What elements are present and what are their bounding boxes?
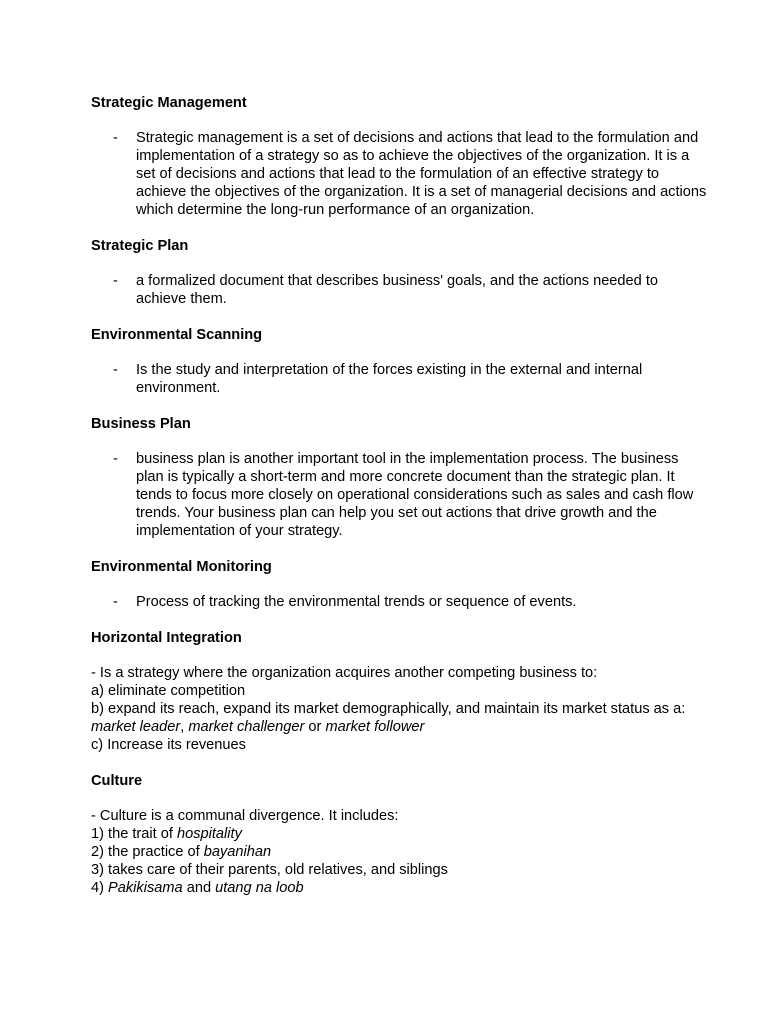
heading-environmental-scanning: Environmental Scanning <box>91 327 263 343</box>
market-challenger-term: market challenger <box>188 719 305 735</box>
bullet-dash: - <box>113 362 118 378</box>
horizontal-integration-item-a: a) eliminate competition <box>91 683 246 699</box>
heading-strategic-plan: Strategic Plan <box>91 238 189 254</box>
culture-item-1 <box>91 825 708 843</box>
culture-intro: - Culture is a communal divergence. It includes: <box>91 808 399 824</box>
culture-item-2 <box>91 843 708 861</box>
bullet-text: Is the study and interpretation of the forces existing in the external and internal environment. <box>136 362 643 396</box>
item-2-prefix: 2) the practice of <box>91 844 204 860</box>
culture-item-4 <box>91 879 708 897</box>
bullet-dash: - <box>113 273 118 289</box>
item-4-prefix: 4) <box>91 880 109 896</box>
market-follower-term: market follower <box>325 719 425 735</box>
heading-culture: Culture <box>91 773 143 789</box>
separator-and: and <box>182 880 216 896</box>
culture-item-3: 3) takes care of their parents, old relatives, and siblings <box>91 862 448 878</box>
heading-environmental-monitoring: Environmental Monitoring <box>91 559 272 575</box>
bullet-strategic-management <box>91 129 708 219</box>
separator-comma: , <box>180 719 189 735</box>
bullet-text: business plan is another important tool in the implementation process. The business plan is typically a short-term and more concrete document than the strategic plan. It tends to focus more closely on operational considerations such as sales and cash flow trends. Your business plan can help you set out actions that drive growth and the implementation of your strategy. <box>136 451 694 539</box>
horizontal-integration-intro: - Is a strategy where the organization acquires another competing business to: <box>91 665 598 681</box>
bullet-environmental-monitoring <box>91 593 708 611</box>
item-b-text: b) expand its reach, expand its market demographically, and maintain its market status as a: <box>91 701 686 717</box>
bullet-text: Strategic management is a set of decisions and actions that lead to the formulation and implementation of a strategy so as to achieve the objectives of the organization. It is a set of decisions and actions that lead to the formulation of an effective strategy to achieve the objectives of the organization. It is a set of managerial decisions and actions which determine the long-run performance of an organization. <box>136 130 707 218</box>
market-leader-term: market leader <box>91 719 181 735</box>
bullet-text: Process of tracking the environmental trends or sequence of events. <box>136 594 577 610</box>
separator-or: or <box>304 719 326 735</box>
bullet-dash: - <box>113 130 118 146</box>
bullet-dash: - <box>113 451 118 467</box>
horizontal-integration-item-b <box>91 700 708 736</box>
horizontal-integration-item-c: c) Increase its revenues <box>91 737 246 753</box>
heading-strategic-management: Strategic Management <box>91 95 247 111</box>
utang-na-loob-term: utang na loob <box>215 880 304 896</box>
bayanihan-term: bayanihan <box>203 844 272 860</box>
hospitality-term: hospitality <box>176 826 242 842</box>
bullet-business-plan <box>91 450 708 540</box>
heading-business-plan: Business Plan <box>91 416 191 432</box>
item-1-prefix: 1) the trait of <box>91 826 177 842</box>
bullet-dash: - <box>113 594 118 610</box>
pakikisama-term: Pakikisama <box>108 880 183 896</box>
heading-horizontal-integration: Horizontal Integration <box>91 630 242 646</box>
bullet-environmental-scanning <box>91 361 708 397</box>
bullet-strategic-plan <box>91 272 708 308</box>
bullet-text: a formalized document that describes business' goals, and the actions needed to achieve them. <box>136 273 658 307</box>
